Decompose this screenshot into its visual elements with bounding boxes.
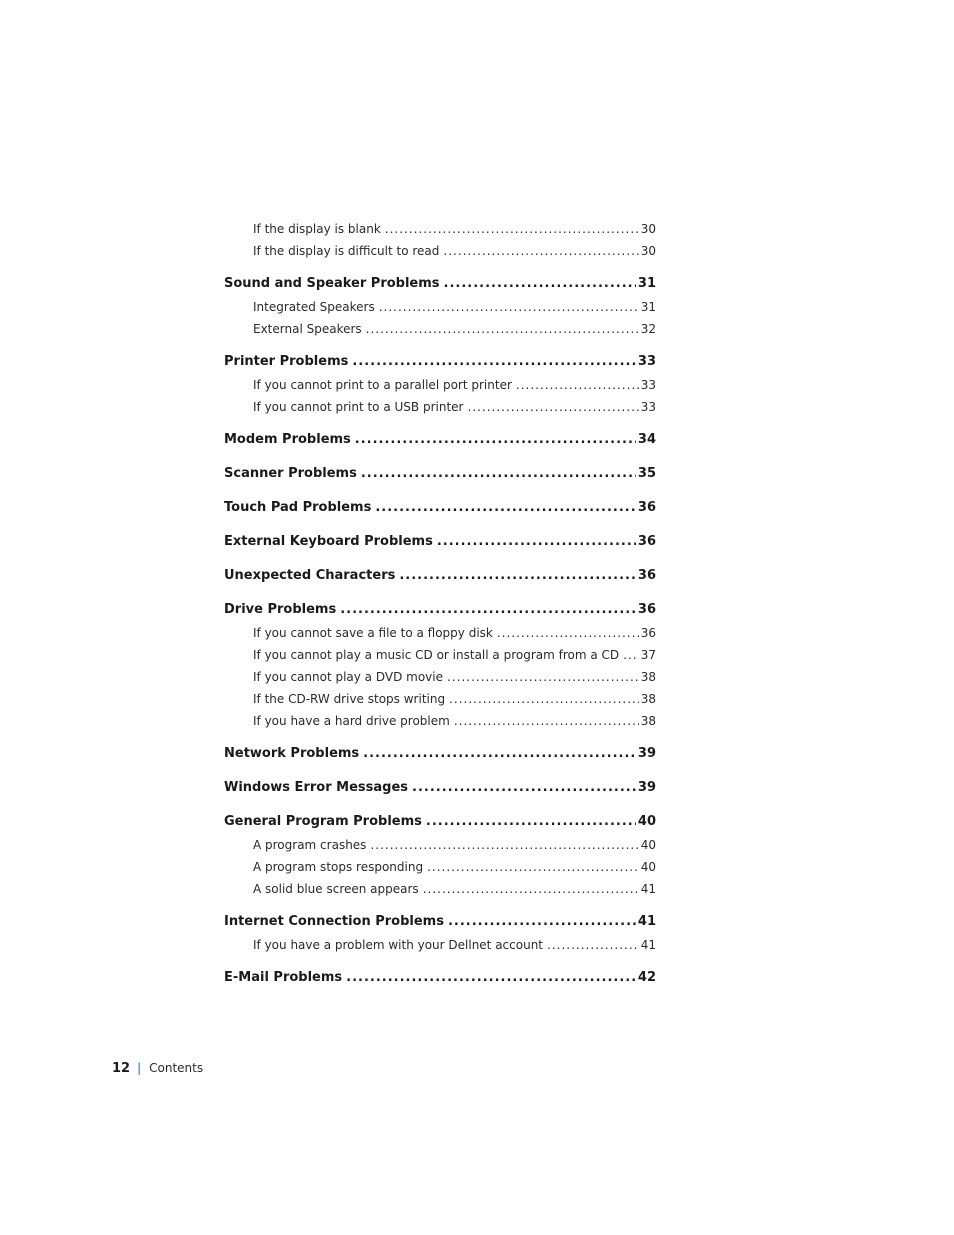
table-of-contents <box>224 218 656 990</box>
toc-subsection-entry[interactable] <box>224 856 656 878</box>
toc-section-entry[interactable] <box>224 910 656 934</box>
toc-entry-title: If you have a hard drive problem <box>253 714 450 728</box>
toc-entry-title: External Keyboard Problems <box>224 534 433 549</box>
toc-section-entry[interactable] <box>224 428 656 452</box>
toc-leader-dots <box>623 644 639 666</box>
toc-leader-dots <box>412 776 636 800</box>
toc-entry-title: A solid blue screen appears <box>253 882 419 896</box>
toc-leader-dots <box>423 878 639 900</box>
footer-separator: | <box>137 1061 142 1075</box>
page-footer <box>112 1061 203 1076</box>
toc-leader-dots <box>340 598 636 622</box>
toc-leader-dots <box>385 218 639 240</box>
toc-section-entry[interactable] <box>224 462 656 486</box>
toc-entry-page: 42 <box>637 970 656 985</box>
toc-entry-title: A program crashes <box>253 838 367 852</box>
toc-entry-title: Unexpected Characters <box>224 568 396 583</box>
toc-entry-page: 41 <box>640 938 656 952</box>
toc-leader-dots <box>467 396 638 418</box>
toc-leader-dots <box>437 530 636 554</box>
toc-entry-title: Internet Connection Problems <box>224 914 444 929</box>
toc-leader-dots <box>444 272 636 296</box>
toc-entry-title: If you cannot play a DVD movie <box>253 670 443 684</box>
toc-subsection-entry[interactable] <box>224 878 656 900</box>
toc-leader-dots <box>366 318 639 340</box>
toc-section-entry[interactable] <box>224 966 656 990</box>
toc-entry-page: 38 <box>640 714 656 728</box>
toc-entry-page: 41 <box>637 914 656 929</box>
toc-entry-page: 41 <box>640 882 656 896</box>
toc-entry-title: A program stops responding <box>253 860 424 874</box>
toc-entry-page: 39 <box>637 746 656 761</box>
toc-entry-page: 32 <box>640 322 656 336</box>
toc-entry-page: 33 <box>640 378 656 392</box>
toc-leader-dots <box>361 462 636 486</box>
toc-entry-title: If you have a problem with your Dellnet account <box>253 938 544 952</box>
toc-entry-page: 33 <box>637 354 656 369</box>
toc-section-entry[interactable] <box>224 564 656 588</box>
toc-subsection-entry[interactable] <box>224 688 656 710</box>
toc-entry-title: If you cannot print to a USB printer <box>253 400 464 414</box>
toc-section-entry[interactable] <box>224 530 656 554</box>
toc-leader-dots <box>426 810 636 834</box>
toc-entry-page: 36 <box>640 626 656 640</box>
toc-leader-dots <box>547 934 639 956</box>
toc-entry-title: If the display is difficult to read <box>253 244 440 258</box>
page-number: 12 <box>112 1061 131 1076</box>
toc-entry-page: 31 <box>637 276 656 291</box>
toc-entry-page: 36 <box>637 500 656 515</box>
toc-leader-dots <box>427 856 639 878</box>
toc-entry-page: 40 <box>637 814 656 829</box>
toc-leader-dots <box>352 350 636 374</box>
toc-entry-page: 36 <box>637 602 656 617</box>
toc-leader-dots <box>454 710 639 732</box>
toc-section-entry[interactable] <box>224 742 656 766</box>
toc-subsection-entry[interactable] <box>224 318 656 340</box>
toc-leader-dots <box>379 296 639 318</box>
toc-section-entry[interactable] <box>224 350 656 374</box>
toc-subsection-entry[interactable] <box>224 396 656 418</box>
toc-entry-page: 36 <box>637 568 656 583</box>
toc-entry-title: If you cannot save a file to a floppy disk <box>253 626 493 640</box>
toc-subsection-entry[interactable] <box>224 666 656 688</box>
toc-leader-dots <box>375 496 636 520</box>
toc-entry-page: 34 <box>637 432 656 447</box>
toc-entry-page: 30 <box>640 222 656 236</box>
toc-entry-title: Touch Pad Problems <box>224 500 372 515</box>
toc-entry-title: Printer Problems <box>224 354 349 369</box>
toc-entry-page: 38 <box>640 692 656 706</box>
toc-subsection-entry[interactable] <box>224 296 656 318</box>
toc-subsection-entry[interactable] <box>224 622 656 644</box>
toc-entry-page: 36 <box>637 534 656 549</box>
toc-leader-dots <box>516 374 639 396</box>
toc-entry-title: Sound and Speaker Problems <box>224 276 440 291</box>
toc-subsection-entry[interactable] <box>224 374 656 396</box>
toc-leader-dots <box>370 834 638 856</box>
toc-entry-page: 37 <box>640 648 656 662</box>
toc-entry-page: 40 <box>640 860 656 874</box>
toc-entry-title: If you cannot play a music CD or install a program from a CD <box>253 648 620 662</box>
toc-section-entry[interactable] <box>224 272 656 296</box>
toc-entry-title: Modem Problems <box>224 432 351 447</box>
toc-subsection-entry[interactable] <box>224 710 656 732</box>
toc-entry-title: Drive Problems <box>224 602 337 617</box>
toc-entry-title: Windows Error Messages <box>224 780 408 795</box>
toc-leader-dots <box>363 742 636 766</box>
toc-entry-page: 40 <box>640 838 656 852</box>
toc-subsection-entry[interactable] <box>224 240 656 262</box>
toc-section-entry[interactable] <box>224 598 656 622</box>
footer-section-label: Contents <box>149 1061 204 1075</box>
toc-entry-title: Scanner Problems <box>224 466 357 481</box>
toc-entry-title: General Program Problems <box>224 814 422 829</box>
toc-leader-dots <box>399 564 636 588</box>
toc-subsection-entry[interactable] <box>224 934 656 956</box>
toc-leader-dots <box>443 240 638 262</box>
toc-entry-title: E-Mail Problems <box>224 970 343 985</box>
toc-entry-page: 33 <box>640 400 656 414</box>
toc-leader-dots <box>447 666 639 688</box>
toc-subsection-entry[interactable] <box>224 834 656 856</box>
toc-section-entry[interactable] <box>224 776 656 800</box>
toc-entry-title: If you cannot print to a parallel port printer <box>253 378 512 392</box>
toc-section-entry[interactable] <box>224 810 656 834</box>
toc-entry-page: 39 <box>637 780 656 795</box>
toc-subsection-entry[interactable] <box>224 218 656 240</box>
toc-leader-dots <box>497 622 639 644</box>
toc-leader-dots <box>449 688 639 710</box>
toc-leader-dots <box>355 428 636 452</box>
toc-entry-page: 31 <box>640 300 656 314</box>
toc-entry-page: 35 <box>637 466 656 481</box>
toc-entry-page: 30 <box>640 244 656 258</box>
toc-entry-title: Integrated Speakers <box>253 300 375 314</box>
toc-entry-title: If the CD-RW drive stops writing <box>253 692 446 706</box>
toc-leader-dots <box>346 966 636 990</box>
toc-leader-dots <box>448 910 636 934</box>
toc-subsection-entry[interactable] <box>224 644 656 666</box>
toc-entry-title: If the display is blank <box>253 222 381 236</box>
toc-entry-page: 38 <box>640 670 656 684</box>
toc-entry-title: Network Problems <box>224 746 360 761</box>
toc-entry-title: External Speakers <box>253 322 362 336</box>
toc-section-entry[interactable] <box>224 496 656 520</box>
